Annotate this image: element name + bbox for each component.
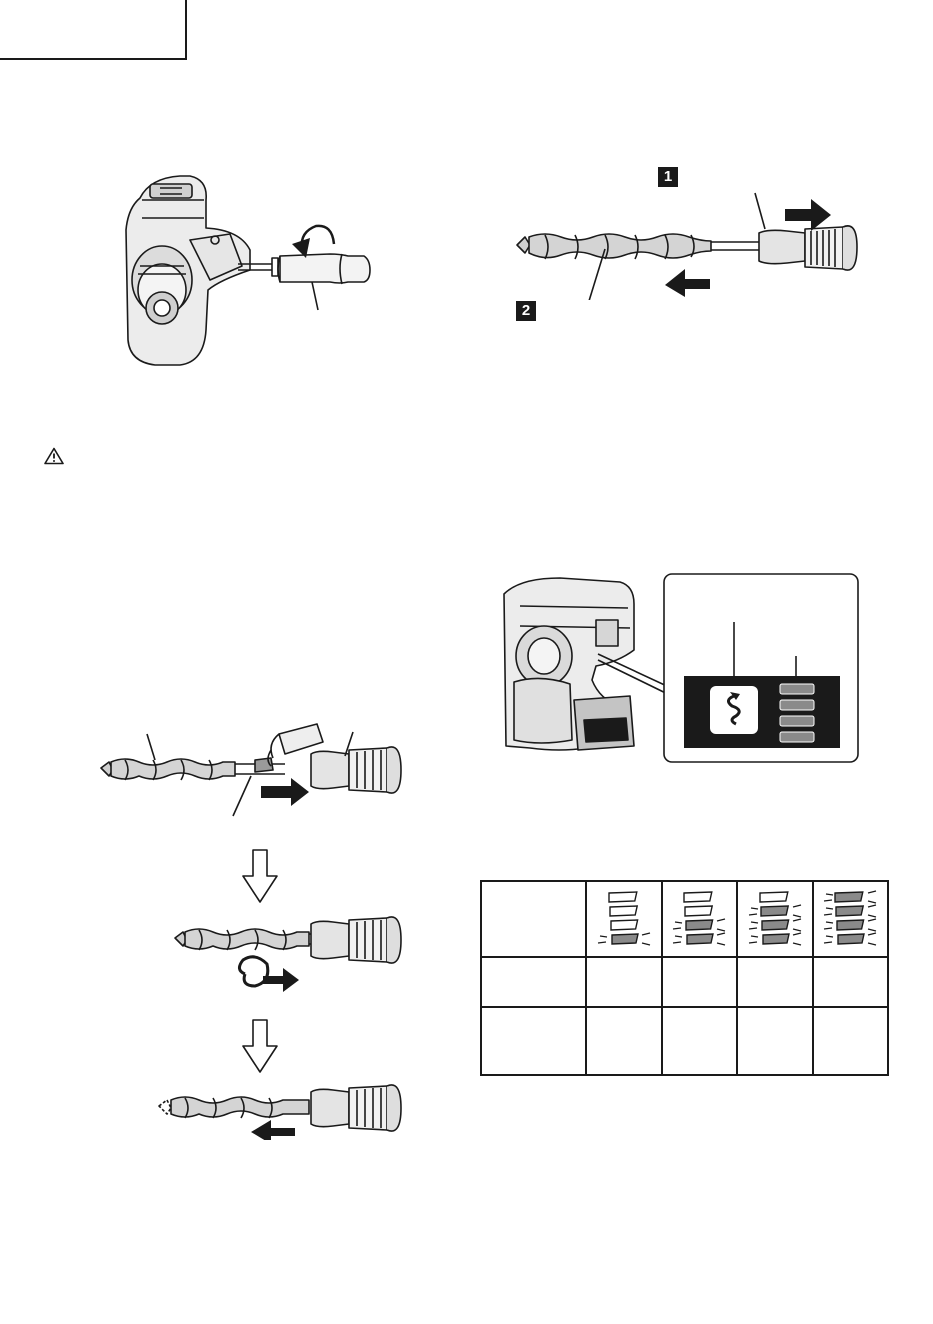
table-row-lamps (481, 881, 888, 957)
lamp-lit (835, 892, 863, 902)
lamp-lit (763, 934, 789, 944)
lamp-ray (749, 914, 757, 915)
warning-triangle-icon (44, 447, 64, 465)
lamp-lit (838, 934, 864, 944)
lamp-ray (868, 901, 876, 903)
lamp-off (760, 892, 788, 902)
lamp-ray (793, 905, 801, 907)
table-cell (813, 957, 889, 1007)
lamp-ray (826, 922, 833, 923)
lamp-ray (642, 943, 650, 945)
lamp-ray (717, 929, 725, 931)
lamp-lit (761, 906, 788, 916)
lamp-ray (717, 943, 725, 945)
lamp-ray (826, 894, 833, 895)
bit-insert-sequence-figure (95, 720, 405, 1140)
lamp-ray (673, 942, 681, 943)
lamp-ray (824, 928, 832, 929)
lamp-state-cell (737, 881, 813, 957)
lamp-ray (675, 922, 682, 923)
table-row (481, 1007, 888, 1075)
lamp-ray (751, 936, 758, 937)
lamp-ray (793, 933, 801, 935)
lamp-off (609, 892, 637, 902)
lamp-ray (749, 942, 757, 943)
lamp-ray (868, 943, 876, 945)
side-handle-figure (120, 170, 380, 375)
table-cell (481, 957, 586, 1007)
lamp-ray (824, 914, 832, 915)
lamp-ray (793, 919, 801, 921)
lamp-ray (824, 942, 832, 943)
table-cell (737, 1007, 813, 1075)
lamp-lit (837, 920, 864, 930)
table-cell (586, 1007, 662, 1075)
table-row (481, 957, 888, 1007)
table-cell (481, 881, 586, 957)
lamp-ray (868, 933, 876, 935)
lamp-off (611, 920, 638, 930)
table-cell (813, 1007, 889, 1075)
callout-number-2: 2 (516, 301, 536, 321)
lamp-ray (717, 933, 725, 935)
lamp-ray (675, 936, 682, 937)
lamp-state-cell (586, 881, 662, 957)
lamp-ray (642, 933, 650, 935)
language-tab-box (0, 0, 187, 60)
lamp-ray (868, 891, 876, 893)
lamp-ray (826, 936, 833, 937)
lamp-ray (868, 915, 876, 917)
battery-indicator-figure (500, 570, 862, 765)
lamp-ray (751, 922, 758, 923)
table-cell (586, 957, 662, 1007)
table-cell (481, 1007, 586, 1075)
lamp-ray (717, 919, 725, 921)
lamp-ray (868, 919, 876, 921)
lamp-ray (868, 905, 876, 907)
lamp-lit (686, 920, 713, 930)
lamp-off (610, 906, 637, 916)
lamp-ray (749, 928, 757, 929)
lamp-lit (687, 934, 713, 944)
callout-number-1: 1 (658, 167, 678, 187)
lamp-ray (793, 929, 801, 931)
lamp-ray (600, 936, 607, 937)
lamp-state-cell (813, 881, 889, 957)
table-cell (737, 957, 813, 1007)
lamp-off (684, 892, 712, 902)
lamp-ray (824, 900, 832, 901)
lamp-off (685, 906, 712, 916)
lamp-state-cell (662, 881, 738, 957)
bit-remove-figure (505, 185, 865, 300)
lamp-ray (793, 915, 801, 917)
lamp-lit (762, 920, 789, 930)
lamp-ray (826, 908, 833, 909)
battery-lamp-table (480, 880, 889, 1076)
lamp-lit (612, 934, 638, 944)
table-cell (662, 957, 738, 1007)
lamp-ray (793, 943, 801, 945)
table-cell (662, 1007, 738, 1075)
lamp-ray (868, 929, 876, 931)
arrow-icon (785, 199, 831, 231)
lamp-ray (598, 942, 606, 943)
lamp-ray (751, 908, 758, 909)
lamp-lit (836, 906, 863, 916)
lamp-ray (673, 928, 681, 929)
